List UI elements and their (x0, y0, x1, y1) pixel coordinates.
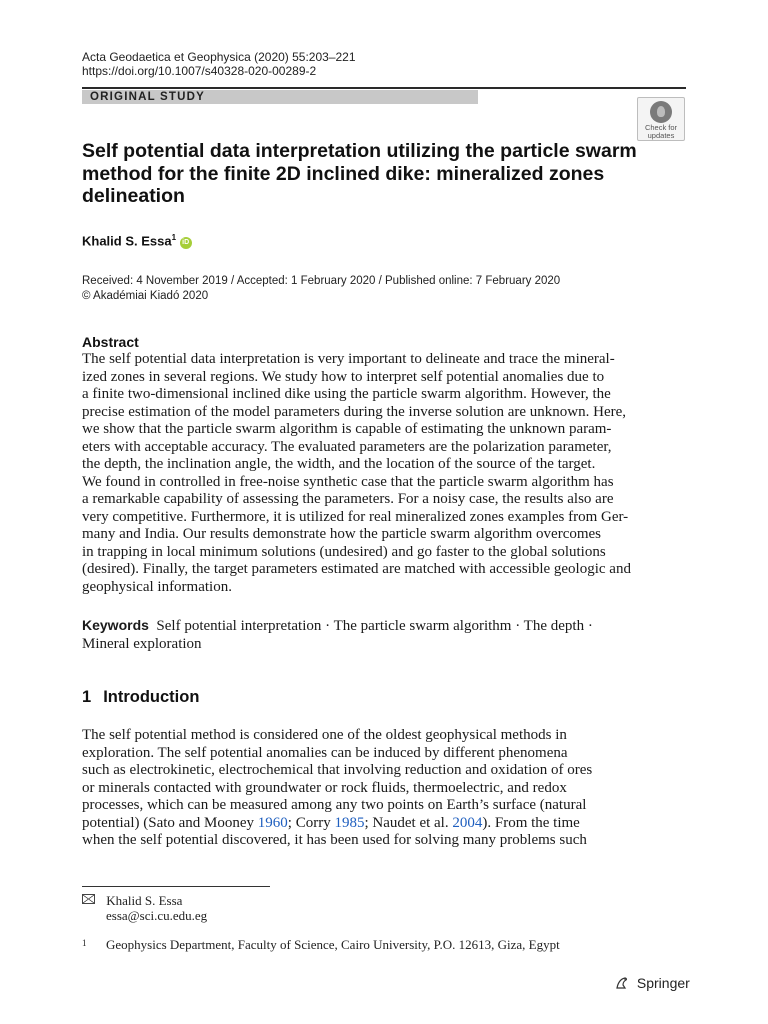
badge-line-1: Check for (644, 123, 678, 132)
intro-line: such as electrokinetic, electrochemical that involving reduction and oxidation of ores (82, 762, 593, 778)
section-title: Introduction (103, 688, 200, 706)
publication-dates: Received: 4 November 2019 / Accepted: 1 February 2020 / Published online: 7 February 2020 (82, 275, 561, 287)
intro-line: processes, which can be measured among any two points on Earth’s surface (natural (82, 797, 587, 813)
abstract-line: The self potential data interpretation is very important to delineate and trace the mineral- (82, 351, 615, 367)
orcid-icon[interactable]: iD (180, 237, 192, 249)
intro-line: The self potential method is considered one of the oldest geophysical methods in (82, 727, 567, 743)
citation-link[interactable]: 2004 (452, 814, 483, 831)
abstract-line: We found in controlled in free-noise synthetic case that the particle swarm algorithm has (82, 473, 614, 490)
keywords (82, 617, 686, 653)
author-line (82, 233, 192, 249)
abstract-body (82, 351, 686, 596)
contact-footnote (82, 893, 182, 908)
copyright: © Akadémiai Kiadó 2020 (82, 290, 209, 302)
introduction-body (82, 727, 686, 850)
publisher-name: Springer (636, 975, 690, 991)
abstract-line: we show that the particle swarm algorithm is capable of estimating the unknown param- (82, 421, 612, 437)
intro-text: potential) (Sato and Mooney (82, 814, 258, 831)
footnote-rule (82, 886, 270, 887)
intro-text: ; Corry (287, 814, 335, 831)
intro-line (82, 815, 686, 833)
contact-name: Khalid S. Essa (106, 893, 183, 908)
citation-link[interactable]: 1985 (334, 814, 365, 831)
citation-link[interactable]: 1960 (257, 814, 288, 831)
title-line: delineation (82, 185, 185, 207)
journal-citation: Acta Geodaetica et Geophysica (2020) 55:203–221 (82, 50, 356, 64)
springer-horse-icon (614, 975, 630, 991)
section-heading-introduction (82, 688, 199, 707)
author-affiliation-sup: 1 (171, 233, 177, 242)
intro-line: exploration. The self potential anomalies can be induced by different phenomena (82, 744, 568, 761)
intro-text: ). From the time (482, 814, 580, 831)
affiliation-number: 1 (82, 938, 87, 948)
abstract-line: very competitive. Furthermore, it is utilized for real mineralized zones examples from Ger- (82, 508, 629, 525)
intro-text: ; Naudet et al. (364, 814, 453, 831)
keywords-line-2: Mineral exploration (82, 635, 202, 652)
article-title (82, 140, 642, 208)
intro-line: when the self potential discovered, it has been used for solving many problems such (82, 832, 587, 848)
keywords-label: Keywords (82, 617, 149, 633)
publisher-logo (614, 975, 690, 991)
section-number: 1 (82, 688, 92, 706)
abstract-line: ized zones in several regions. We study how to interpret self potential anomalies due to (82, 368, 605, 385)
abstract-line: eters with acceptable accuracy. The evaluated parameters are the polarization parameter, (82, 438, 612, 455)
abstract-line: (desired). Finally, the target parameters estimated are matched with accessible geologic and (82, 561, 631, 577)
contact-email[interactable]: essa@sci.cu.edu.eg (106, 908, 208, 923)
author-name[interactable]: Khalid S. Essa (82, 233, 172, 249)
keywords-list: Self potential interpretation · The particle swarm algorithm · The depth · (156, 618, 593, 634)
section-label: ORIGINAL STUDY (90, 91, 205, 103)
abstract-line: in trapping in local minimum solutions (undesired) and go faster to the global solutions (82, 543, 606, 560)
abstract-heading: Abstract (82, 334, 139, 350)
check-for-updates-badge[interactable] (637, 97, 685, 141)
abstract-line: geophysical information. (82, 578, 232, 595)
doi-link[interactable]: https://doi.org/10.1007/s40328-020-00289-2 (82, 64, 317, 78)
title-line: method for the finite 2D inclined dike: mineralized zones (82, 162, 605, 185)
abstract-line: precise estimation of the model parameters during the inverse solution are unknown. Here, (82, 403, 626, 420)
abstract-line: the depth, the inclination angle, the width, and the location of the source of the target. (82, 456, 596, 472)
title-line: Self potential data interpretation utilizing the particle swarm (82, 140, 637, 162)
bookmark-icon (650, 101, 672, 123)
abstract-line: a remarkable capability of assessing the parameters. For a noisy case, the results also are (82, 491, 614, 507)
header-rule (82, 87, 686, 89)
section-bar (82, 90, 478, 104)
badge-line-2: updates (647, 131, 675, 140)
keywords-line (82, 617, 686, 636)
affiliation-text: Geophysics Department, Faculty of Science, Cairo University, P.O. 12613, Giza, Egypt (106, 937, 560, 952)
abstract-line: many and India. Our results demonstrate how the particle swarm algorithm overcomes (82, 526, 602, 542)
intro-line: or minerals contacted with groundwater or rock fluids, thermoelectric, and redox (82, 779, 567, 796)
envelope-icon (82, 894, 95, 904)
abstract-line: a finite two-dimensional inclined dike using the particle swarm algorithm. However, the (82, 386, 611, 402)
